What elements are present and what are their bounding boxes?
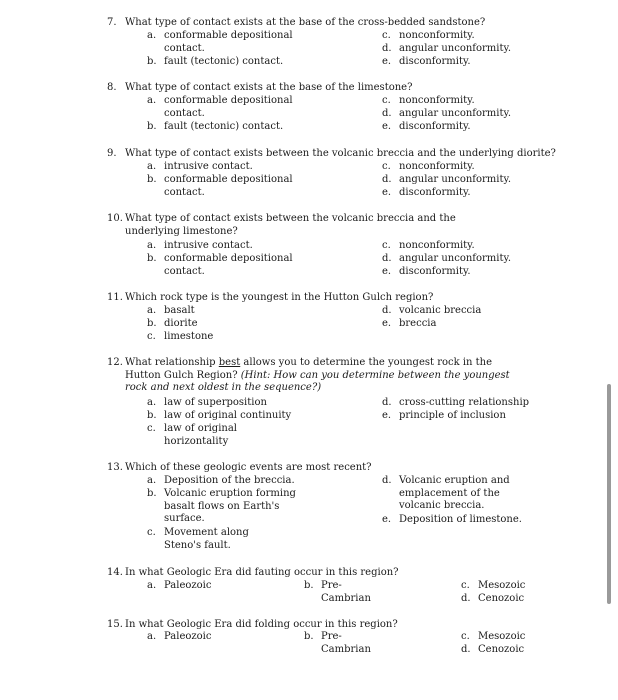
- option-text: Volcanic eruption forming basalt flows on Earth's surface.: [164, 488, 296, 525]
- question-7: [107, 17, 547, 30]
- option-letter: e.: [382, 187, 392, 198]
- option-letter: c.: [461, 580, 470, 591]
- option-text: law of original horizontality: [164, 423, 237, 447]
- question-prompt: In what Geologic Era did fauting occur in this region?: [125, 567, 399, 578]
- option-text: intrusive contact.: [164, 240, 253, 251]
- question-number: 13.: [107, 462, 123, 473]
- option-14d[interactable]: [461, 593, 561, 606]
- option-letter: a.: [147, 305, 157, 316]
- option-text: Paleozoic: [164, 631, 212, 642]
- option-letter: c.: [382, 30, 391, 41]
- option-10d[interactable]: [382, 253, 542, 266]
- question-prompt: What relationship: [125, 357, 219, 368]
- option-letter: c.: [382, 161, 391, 172]
- option-letter: d.: [382, 253, 392, 264]
- question-number: 12.: [107, 357, 123, 368]
- option-text: Deposition of the breccia.: [164, 475, 295, 486]
- option-letter: b.: [147, 56, 157, 67]
- option-text: conformable depositional contact.: [164, 95, 293, 119]
- option-text: law of superposition: [164, 397, 267, 408]
- option-12b[interactable]: [147, 410, 347, 423]
- option-text: law of original continuity: [164, 410, 292, 421]
- question-prompt: What type of contact exists between the volcanic breccia and the underlying diorite?: [125, 148, 556, 159]
- question-text: [107, 462, 547, 475]
- option-text: disconformity.: [399, 187, 471, 198]
- option-letter: d.: [382, 397, 392, 408]
- question-prompt: Which rock type is the youngest in the Hutton Gulch region?: [125, 292, 434, 303]
- question-14: [107, 567, 547, 580]
- option-15a[interactable]: [147, 631, 287, 644]
- option-text: cross-cutting relationship: [399, 397, 530, 408]
- option-10e[interactable]: [382, 266, 542, 279]
- option-9d[interactable]: [382, 174, 542, 187]
- option-11d[interactable]: [382, 305, 542, 318]
- option-text: disconformity.: [399, 121, 471, 132]
- question-number: 14.: [107, 567, 123, 578]
- option-12c[interactable]: [147, 423, 247, 448]
- option-letter: c.: [382, 240, 391, 251]
- question-number: 7.: [107, 17, 117, 28]
- option-letter: b.: [147, 410, 157, 421]
- question-text: [107, 567, 547, 580]
- option-letter: a.: [147, 161, 157, 172]
- option-text: breccia: [399, 318, 437, 329]
- option-text: nonconformity.: [399, 161, 475, 172]
- question-prompt-cont: allows you to determine the youngest rock in the Hutton Gulch Region?: [125, 357, 493, 381]
- option-letter: e.: [382, 121, 392, 132]
- option-13a[interactable]: [147, 475, 327, 488]
- option-letter: a.: [147, 631, 157, 642]
- option-letter: b.: [147, 488, 157, 499]
- option-text: conformable depositional contact.: [164, 174, 293, 198]
- option-11e[interactable]: [382, 318, 542, 331]
- option-text: principle of inclusion: [399, 410, 506, 421]
- option-13d[interactable]: [382, 475, 512, 513]
- option-15c[interactable]: [461, 631, 561, 644]
- option-12d[interactable]: [382, 397, 552, 410]
- option-10c[interactable]: [382, 240, 542, 253]
- option-letter: b.: [147, 253, 157, 264]
- question-11: [107, 292, 547, 305]
- question-text: [107, 357, 517, 395]
- option-letter: c.: [147, 331, 156, 342]
- question-9: [107, 148, 557, 161]
- option-letter: c.: [147, 527, 156, 538]
- question-text: [107, 619, 547, 632]
- question-text: [107, 292, 547, 305]
- question-text: [107, 148, 557, 161]
- option-text: Pre-Cambrian: [321, 631, 371, 655]
- option-text: angular unconformity.: [399, 174, 512, 185]
- option-letter: b.: [147, 121, 157, 132]
- option-10a[interactable]: [147, 240, 347, 253]
- option-letter: e.: [382, 514, 392, 525]
- option-7b[interactable]: [147, 56, 347, 69]
- question-prompt: What type of contact exists between the volcanic breccia and the underlying limestone?: [125, 213, 456, 237]
- option-9a[interactable]: [147, 161, 347, 174]
- option-14a[interactable]: [147, 580, 287, 593]
- question-prompt: What type of contact exists at the base of the limestone?: [125, 82, 413, 93]
- option-7e[interactable]: [382, 56, 542, 69]
- option-letter: c.: [461, 631, 470, 642]
- option-13c[interactable]: [147, 527, 277, 552]
- option-text: Movement along Steno's fault.: [164, 527, 249, 551]
- scrollbar-thumb[interactable]: [607, 384, 611, 604]
- option-letter: c.: [382, 95, 391, 106]
- option-12a[interactable]: [147, 397, 347, 410]
- option-letter: b.: [304, 580, 314, 591]
- question-8: [107, 82, 547, 95]
- emphasis-text: best: [218, 357, 241, 368]
- option-letter: d.: [461, 593, 471, 604]
- option-letter: d.: [382, 108, 392, 119]
- option-letter: e.: [382, 56, 392, 67]
- question-12: [107, 357, 517, 395]
- option-text: Cenozoic: [478, 644, 525, 655]
- option-letter: e.: [382, 318, 392, 329]
- option-11b[interactable]: [147, 318, 307, 331]
- option-letter: d.: [382, 305, 392, 316]
- option-8b[interactable]: [147, 121, 347, 134]
- option-9c[interactable]: [382, 161, 542, 174]
- option-13e[interactable]: [382, 514, 552, 527]
- option-letter: c.: [147, 423, 156, 434]
- hint-text: (Hint: How can you determine between the youngest rock and next oldest in the sequence?): [125, 369, 510, 394]
- question-number: 9.: [107, 148, 117, 159]
- option-text: fault (tectonic) contact.: [164, 56, 284, 67]
- option-text: nonconformity.: [399, 95, 475, 106]
- option-text: conformable depositional contact.: [164, 30, 293, 54]
- option-text: disconformity.: [399, 266, 471, 277]
- option-7a[interactable]: [147, 30, 307, 55]
- question-prompt: Which of these geologic events are most recent?: [125, 462, 372, 473]
- option-letter: a.: [147, 397, 157, 408]
- option-text: disconformity.: [399, 56, 471, 67]
- option-letter: d.: [382, 43, 392, 54]
- option-text: angular unconformity.: [399, 43, 512, 54]
- option-text: angular unconformity.: [399, 108, 512, 119]
- option-text: Cenozoic: [478, 593, 525, 604]
- option-text: Deposition of limestone.: [399, 514, 522, 525]
- option-11c[interactable]: [147, 331, 307, 344]
- option-letter: a.: [147, 580, 157, 591]
- option-letter: a.: [147, 95, 157, 106]
- option-letter: a.: [147, 30, 157, 41]
- option-letter: a.: [147, 475, 157, 486]
- question-text: [107, 17, 547, 30]
- option-text: nonconformity.: [399, 240, 475, 251]
- option-7c[interactable]: [382, 30, 542, 43]
- question-number: 11.: [107, 292, 123, 303]
- option-text: Mesozoic: [478, 631, 526, 642]
- question-15: [107, 619, 547, 632]
- option-text: conformable depositional contact.: [164, 253, 293, 277]
- option-letter: e.: [382, 266, 392, 277]
- option-9e[interactable]: [382, 187, 542, 200]
- option-11a[interactable]: [147, 305, 307, 318]
- option-8a[interactable]: [147, 95, 307, 120]
- option-letter: a.: [147, 240, 157, 251]
- question-text: [107, 213, 507, 238]
- option-letter: b.: [304, 631, 314, 642]
- question-10: [107, 213, 507, 238]
- option-text: Pre-Cambrian: [321, 580, 371, 604]
- option-10b[interactable]: [147, 253, 307, 278]
- option-13b[interactable]: [147, 488, 297, 526]
- option-text: fault (tectonic) contact.: [164, 121, 284, 132]
- question-number: 8.: [107, 82, 117, 93]
- option-text: angular unconformity.: [399, 253, 512, 264]
- question-13: [107, 462, 547, 475]
- option-8c[interactable]: [382, 95, 542, 108]
- option-12e[interactable]: [382, 410, 552, 423]
- option-14c[interactable]: [461, 580, 561, 593]
- option-15b[interactable]: [304, 631, 379, 656]
- option-text: Mesozoic: [478, 580, 526, 591]
- option-text: nonconformity.: [399, 30, 475, 41]
- question-prompt: What type of contact exists at the base of the cross-bedded sandstone?: [125, 17, 486, 28]
- option-7d[interactable]: [382, 43, 542, 56]
- option-letter: b.: [147, 318, 157, 329]
- option-text: limestone: [164, 331, 214, 342]
- option-text: intrusive contact.: [164, 161, 253, 172]
- option-text: volcanic breccia: [399, 305, 482, 316]
- option-letter: d.: [461, 644, 471, 655]
- option-15d[interactable]: [461, 644, 561, 657]
- question-number: 15.: [107, 619, 123, 630]
- question-number: 10.: [107, 213, 123, 224]
- option-14b[interactable]: [304, 580, 379, 605]
- option-text: Volcanic eruption and emplacement of the volcanic breccia.: [399, 475, 510, 512]
- option-8e[interactable]: [382, 121, 542, 134]
- question-prompt: In what Geologic Era did folding occur in this region?: [125, 619, 398, 630]
- option-letter: e.: [382, 410, 392, 421]
- option-letter: d.: [382, 475, 392, 486]
- option-text: basalt: [164, 305, 195, 316]
- option-8d[interactable]: [382, 108, 542, 121]
- option-text: diorite: [164, 318, 198, 329]
- option-letter: d.: [382, 174, 392, 185]
- option-text: Paleozoic: [164, 580, 212, 591]
- question-text: [107, 82, 547, 95]
- option-letter: b.: [147, 174, 157, 185]
- option-9b[interactable]: [147, 174, 307, 199]
